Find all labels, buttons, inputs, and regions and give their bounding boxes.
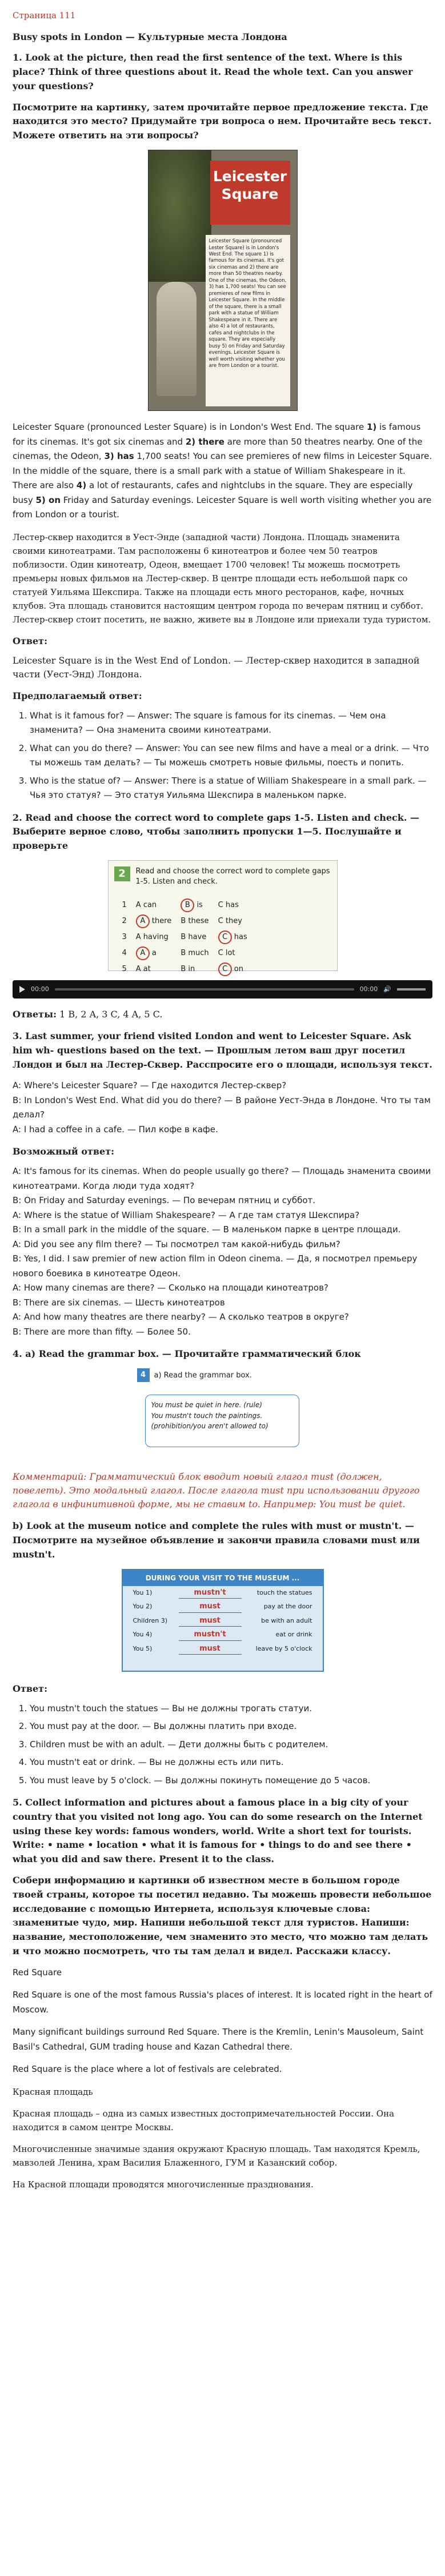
audio-current-time: 00:00 <box>31 985 49 993</box>
task-number-badge: 2 <box>114 866 130 881</box>
notice-row: You 2) must pay at the door <box>123 1600 323 1614</box>
list-item: 5. You must leave by 5 o'clock. — Вы должны покинуть помещение до 5 часов. <box>30 1774 432 1788</box>
essay-paragraph-ru: Многочисленные значимые здания окружают Красную площадь. Там находятся Кремль, мавзолей Ленина, храм Василия Блаженного, ГУМ и Казанский собор. <box>13 2143 420 2168</box>
notice-row: You 5) must leave by 5 o'clock <box>123 1642 323 1656</box>
essay-title-en: Red Square <box>13 1967 62 1978</box>
task2-box <box>108 860 338 974</box>
task2-answer: Ответы: 1 B, 2 A, 3 C, 4 A, 5 C. <box>13 1008 163 1020</box>
list-item: 4. You mustn't eat or drink. — Вы не должны есть или пить. <box>30 1755 432 1770</box>
answer-text: Leicester Square is in the West End of London. — Лестер-сквер находится в западной части (Уест-Энд) Лондона. <box>13 654 420 680</box>
notice-row: You 4) mustn't eat or drink <box>123 1628 323 1642</box>
task5-heading-ru: Собери информацию и картинки об известном месте в большом городе твоей страны, которое ты посетил недавно. Ты можешь провести небольшое исследование с помощью Интернета, используя ключевые слова: знаменитые чудо, мир. Напиши небольшой текст для туристов. Напиши: название, местоположение, чем знаменито это место, что можно там делать и что можно посмотреть, что ты там делал и видел. Расскажи классу. <box>13 1875 432 1957</box>
page-title: Busy spots in London — Культурные места Лондона <box>13 31 287 42</box>
task1-heading-ru: Посмотрите на картинку, затем прочитайте первое предложение текста. Где находится это место? Придумайте три вопроса о нем. Прочитайте весь текст. Можете ответить на эти вопросы? <box>13 101 432 141</box>
audio-progress-bar[interactable] <box>55 988 354 991</box>
table-row: 2 A there B these C they <box>118 913 252 929</box>
audio-duration: 00:00 <box>359 985 378 993</box>
grammar-rules: You must be quiet in here. (rule) You mustn't touch the paintings. (prohibition/you aren't allowed to) <box>145 1395 299 1447</box>
possible-answer-label: Возможный ответ: <box>13 1146 115 1157</box>
possible-answer-label: Предполагаемый ответ: <box>13 690 142 701</box>
card-title: Leicester Square <box>210 161 290 225</box>
qa-list <box>13 709 432 803</box>
card-text: Leicester Square (pronounced Lester Square) is in London's West End. The square 1) is famous for its cinemas. It's got six cinemas and 2) there are more than 50 theatres nearby. One of the cinemas, the Odeon, 3) has 1,700 seats! You can see premieres of new films in Leicester Square. In the middle of the square, there is a small park with a statue of William Shakespeare in it. There are also 4) a lot of restaurants, cafes and nightclubs in the square. They are especially busy 5) on Friday and Saturday evenings. Leicester Square is well worth visiting whether you are from London or a tourist. <box>206 235 290 406</box>
list-item: 3. Who is the statue of? — Answer: There is a statue of William Shakespeare in a small park. — Чья это статуя? — Это статуя Уильяма Шекспира в маленьком парке. <box>30 774 432 803</box>
task5-heading: 5. Collect information and pictures about a famous place in a big city of your country that you visited not long ago. You can do some research on the Internet using these key words: famous wonders, world. Write a short text for tourists. Write: • name • location • what it is famous for • things to do and see there • what you did and saw there. Present it to the class. <box>13 1797 423 1865</box>
answer-label: Ответ: <box>13 635 47 646</box>
play-icon[interactable] <box>19 986 25 993</box>
essay-paragraph: Many significant buildings surround Red Square. There is the Kremlin, Lenin's Mausoleum, Saint Basil's Cathedral, GUM trading house and Kazan Cathedral there. <box>13 2027 424 2052</box>
task4b-heading: b) Look at the museum notice and complete the rules with must or mustn't. — Посмотрите на музейное объявление и закончи правила словами must или mustn't. <box>13 1520 420 1560</box>
answer-label: Ответ: <box>13 1683 47 1694</box>
list-item: 2. What can you do there? — Answer: You can see new films and have a meal or a drink. — Что ты можешь там делать? — Ты можешь смотреть новые фильмы, поесть и попить. <box>30 741 432 770</box>
grammar-box <box>137 1368 308 1460</box>
museum-notice <box>122 1569 324 1672</box>
task2-box-title: Read and choose the correct word to complete gaps 1-5. Listen and check. <box>135 866 330 886</box>
table-row: 5 A at B in C on <box>118 961 252 977</box>
list-item: 3. Children must be with an adult. — Дети должны быть с родителем. <box>30 1738 432 1752</box>
volume-slider[interactable] <box>397 988 426 991</box>
task4-heading: 4. a) Read the grammar box. — Прочитайте грамматический блок <box>13 1348 361 1360</box>
list-item: 2. You must pay at the door. — Вы должны платить при входе. <box>30 1719 432 1734</box>
notice-title: DURING YOUR VISIT TO THE MUSEUM ... <box>123 1570 323 1586</box>
volume-icon[interactable]: 🔊 <box>383 985 391 993</box>
dialog-example: A: Where's Leicester Square? — Где находится Лестер-сквер? B: In London's West End. What did you do there? — В районе Уест-Энда в Лондоне. Что ты там делал? A: I had a coffee in a cafe. — Пил кофе в кафе. <box>13 1080 431 1135</box>
statue-illustration <box>157 282 197 396</box>
essay-paragraph: Red Square is one of the most famous Russia's places of interest. It is located right in the heart of Moscow. <box>13 1990 432 2015</box>
essay-title-ru: Красная площадь <box>13 2086 93 2097</box>
task-number-badge: 4 <box>137 1368 150 1382</box>
essay-paragraph: Red Square is the place where a lot of festivals are celebrated. <box>13 2064 282 2075</box>
text-ru: Лестер-сквер находится в Уест-Энде (западной части) Лондона. Площадь знаменита своими кинотеатрами. Там расположены 6 кинотеатров и более чем 50 театров поблизости. Один кинотеатр, Одеон, вмещает 1700 человек! Ты можешь посмотреть премьеры новых фильмов на Лестер-сквер. В центре площади есть небольшой парк со статуей Уильяма Шекспира. Также на площади есть много ресторанов, кафе, ночных клубов. Эта площадь становится настоящим центром города по вечерам пятниц и суббот. Лестер-сквер стоит посетить, не важно, живете вы в Лондоне или приехали туда туристом. <box>13 532 431 625</box>
list-item: 1. What is it famous for? — Answer: The square is famous for its cinemas. — Чем она знаменита? — Она знаменита своими кинотеатрами. <box>30 709 432 738</box>
textbook-card <box>148 150 298 411</box>
list-item: 1. You mustn't touch the statues — Вы не должны трогать статуи. <box>30 1702 432 1716</box>
answers-list <box>13 1702 432 1788</box>
task3-heading: 3. Last summer, your friend visited London and went to Leicester Square. Ask him wh- questions based on the text. — Прошлым летом ваш друг посетил Лондон и был на Лестер-Сквер. Расспросите его о площади, используя текст. <box>13 1030 432 1070</box>
comment: Комментарий: Грамматический блок вводит новый глагол must (должен, повелеть). Это модальный глагол. После глагола must при использовании другого глагола в инфинитивной форме, мы не ставим to. Например: You must be quiet. <box>13 1471 420 1510</box>
task1-heading: 1. Look at the picture, then read the first sentence of the text. Where is this place? Think of three questions about it. Read the whole text. Can you answer your questions? <box>13 52 413 91</box>
grammar-box-title: a) Read the grammar box. <box>154 1371 252 1380</box>
table-row: 4 A a B much C lot <box>118 945 252 961</box>
notice-row: Children 3) must be with an adult <box>123 1614 323 1628</box>
tree-illustration <box>149 150 211 282</box>
leicester-square-picture <box>13 150 432 411</box>
audio-player[interactable] <box>13 980 432 999</box>
choices-table <box>118 897 252 977</box>
notice-row: You 1) mustn't touch the statues <box>123 1586 323 1600</box>
table-row: 3 A having B have C has <box>118 929 252 945</box>
essay-paragraph-ru: Красная площадь – одна из самых известных достопримечательностей России. Она находится в самом центре Москвы. <box>13 2108 395 2132</box>
dialog-answer: A: It's famous for its cinemas. When do people usually go there? — Площадь знаменита своими кинотеатрами. Когда люди туда ходят? B: On Friday and Saturday evenings. — По вечерам пятниц и суббот. A: Where is the statue of William Shakespeare? — А где там статуя Шекспира? B: In a small park in the middle of the square. — В маленьком парке в центре площади. A: Did you see any film there? — Ты посмотрел там какой-нибудь фильм? B: Yes, I did. I saw premier of new action film in Odeon cinema. — Да, я посмотрел премьеру нового боевика в кинотеатре Одеон. A: How many cinemas are there? — Сколько на площади кинотеатров? B: There are six cinemas. — Шесть кинотеатров A: And how many theatres are there nearby? — А сколько театров в округе? B: There are more than fifty. — Более 50. <box>13 1166 431 1337</box>
essay-paragraph-ru: На Красной площади проводятся многочисленные празднования. <box>13 2179 314 2190</box>
task2-heading: 2. Read and choose the correct word to complete gaps 1-5. Listen and check. — Выберите верное слово, чтобы заполнить пропуски 1—5. Послушайте и проверьте <box>13 812 419 852</box>
page-number: Страница 111 <box>13 10 76 21</box>
text-en: Leicester Square (pronounced Lester Square) is in London's West End. The square 1) is famous for its cinemas. It's got six cinemas and 2) there are more than 50 theatres nearby. One of the cinemas, the Odeon, 3) has 1,700 seats! You can see premieres of new films in Leicester Square. In the middle of the square, there is a small park with a statue of William Shakespeare in it. There are also 4) a lot of restaurants, cafes and nightclubs in the square. They are especially busy 5) on Friday and Saturday evenings. Leicester Square is well worth visiting whether you are from London or a tourist. <box>13 422 432 520</box>
table-row: 1 A can B is C has <box>118 897 252 913</box>
